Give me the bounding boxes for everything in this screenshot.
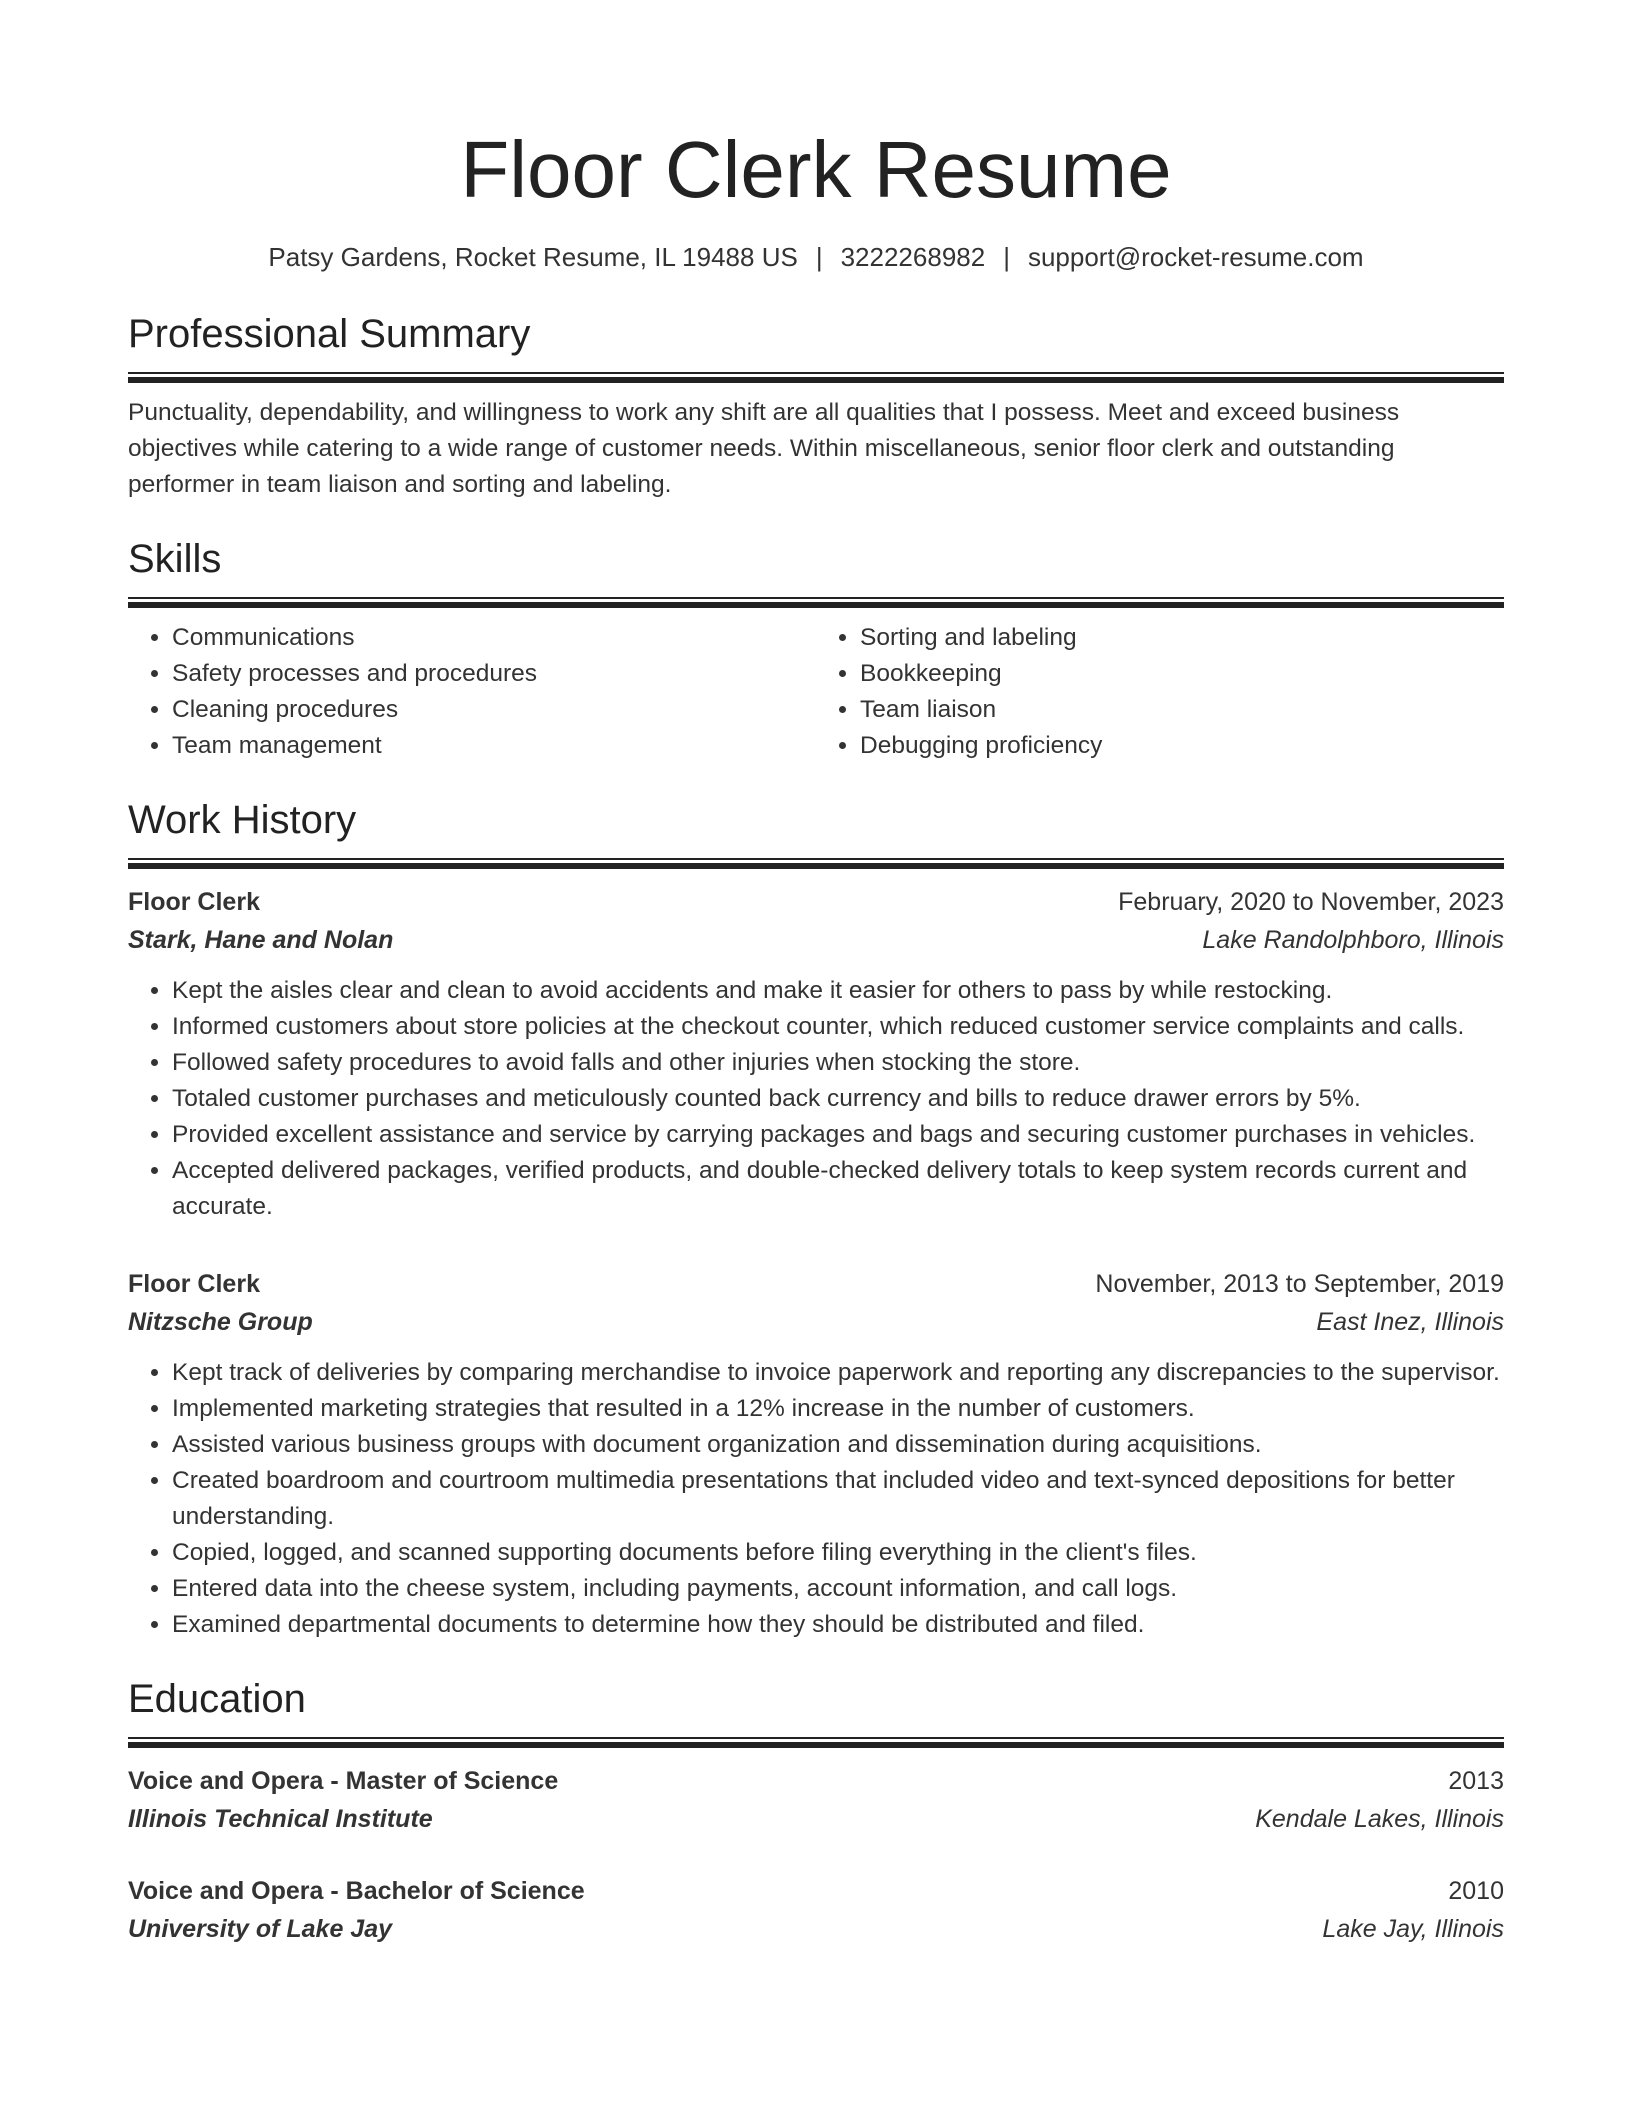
job-bullet: • Kept the aisles clear and clean to avoid accidents and make it easier for others to pass by while restocking.: [172, 973, 1504, 1009]
job-title: Floor Clerk: [128, 1270, 260, 1298]
job-bullet: • Copied, logged, and scanned supporting documents before filing everything in the client's files.: [172, 1535, 1504, 1571]
skills-list: [128, 620, 1504, 764]
skill-item: • Sorting and labeling: [860, 620, 1504, 656]
job-title: Floor Clerk: [128, 888, 260, 916]
job-location: East Inez, Illinois: [1316, 1308, 1504, 1336]
section-heading-skills: Skills: [128, 537, 222, 581]
education-degree: Voice and Opera - Master of Science: [128, 1767, 559, 1795]
job-bullet: • Kept track of deliveries by comparing merchandise to invoice paperwork and reporting any discrepancies to the supervisor.: [172, 1355, 1504, 1391]
section-heading-summary: Professional Summary: [128, 312, 531, 356]
job-bullet: • Followed safety procedures to avoid falls and other injuries when stocking the store.: [172, 1045, 1504, 1081]
education-entry: [128, 1762, 1504, 1838]
work-history-section: [128, 794, 1504, 1643]
skills-column-right: [816, 620, 1504, 764]
education-entry: [128, 1872, 1504, 1948]
skills-section: [128, 533, 1504, 764]
summary-text: Punctuality, dependability, and willingness to work any shift are all qualities that I possess. Meet and exceed business objectives while catering to a wide range of customer needs. Within miscellaneous, senior floor clerk and outstanding performer in team liaison and sorting and labeling.: [128, 399, 1400, 498]
section-divider: [128, 858, 1504, 869]
section-divider: [128, 597, 1504, 608]
skill-item: • Bookkeeping: [860, 656, 1504, 692]
contact-address: Patsy Gardens, Rocket Resume, IL 19488 US: [268, 242, 798, 272]
skill-item: • Debugging proficiency: [860, 728, 1504, 764]
job-bullet: • Created boardroom and courtroom multimedia presentations that included video and text-synced depositions for better understanding.: [172, 1463, 1504, 1535]
contact-separator: |: [1003, 242, 1010, 272]
education-location: Kendale Lakes, Illinois: [1255, 1805, 1504, 1833]
section-divider: [128, 372, 1504, 383]
summary-section: [128, 308, 1504, 503]
skill-item: • Team liaison: [860, 692, 1504, 728]
job-bullet: • Accepted delivered packages, verified products, and double-checked delivery totals to keep system records current and accurate.: [172, 1153, 1504, 1225]
job-bullets: [128, 1355, 1504, 1643]
job-company: Stark, Hane and Nolan: [128, 926, 394, 954]
skill-item: • Safety processes and procedures: [172, 656, 816, 692]
job-location: Lake Randolphboro, Illinois: [1202, 926, 1504, 954]
education-section: [128, 1673, 1504, 1948]
section-divider: [128, 1737, 1504, 1748]
education-degree: Voice and Opera - Bachelor of Science: [128, 1877, 585, 1905]
education-year: 2010: [1448, 1877, 1504, 1905]
section-heading-work-history: Work History: [128, 798, 357, 842]
skill-item: • Communications: [172, 620, 816, 656]
resume-title: Floor Clerk Resume: [460, 125, 1172, 214]
skills-column-left: [128, 620, 816, 764]
job-entry: [128, 883, 1504, 1225]
job-bullet: • Assisted various business groups with document organization and dissemination during acquisitions.: [172, 1427, 1504, 1463]
job-bullet: • Entered data into the cheese system, including payments, account information, and call logs.: [172, 1571, 1504, 1607]
education-year: 2013: [1448, 1767, 1504, 1795]
contact-email: support@rocket-resume.com: [1027, 242, 1364, 272]
contact-phone: 3222268982: [840, 242, 986, 272]
contact-line: [128, 240, 1504, 274]
job-bullet: • Informed customers about store policies at the checkout counter, which reduced customer service complaints and calls.: [172, 1009, 1504, 1045]
skill-item: • Team management: [172, 728, 816, 764]
education-location: Lake Jay, Illinois: [1322, 1915, 1504, 1943]
education-school: University of Lake Jay: [128, 1915, 393, 1943]
job-entry: [128, 1265, 1504, 1643]
job-company: Nitzsche Group: [128, 1308, 313, 1336]
job-bullets: [128, 973, 1504, 1225]
contact-separator: |: [815, 242, 823, 272]
job-dates: February, 2020 to November, 2023: [1118, 888, 1504, 916]
job-bullet: • Totaled customer purchases and meticulously counted back currency and bills to reduce drawer errors by 5%.: [172, 1081, 1504, 1117]
job-bullet: • Implemented marketing strategies that resulted in a 12% increase in the number of customers.: [172, 1391, 1504, 1427]
job-bullet: • Provided excellent assistance and service by carrying packages and bags and securing customer purchases in vehicles.: [172, 1117, 1504, 1153]
section-heading-education: Education: [128, 1677, 306, 1721]
skill-item: • Cleaning procedures: [172, 692, 816, 728]
job-dates: November, 2013 to September, 2019: [1095, 1270, 1504, 1298]
job-bullet: • Examined departmental documents to determine how they should be distributed and filed.: [172, 1607, 1504, 1643]
education-school: Illinois Technical Institute: [128, 1805, 433, 1833]
